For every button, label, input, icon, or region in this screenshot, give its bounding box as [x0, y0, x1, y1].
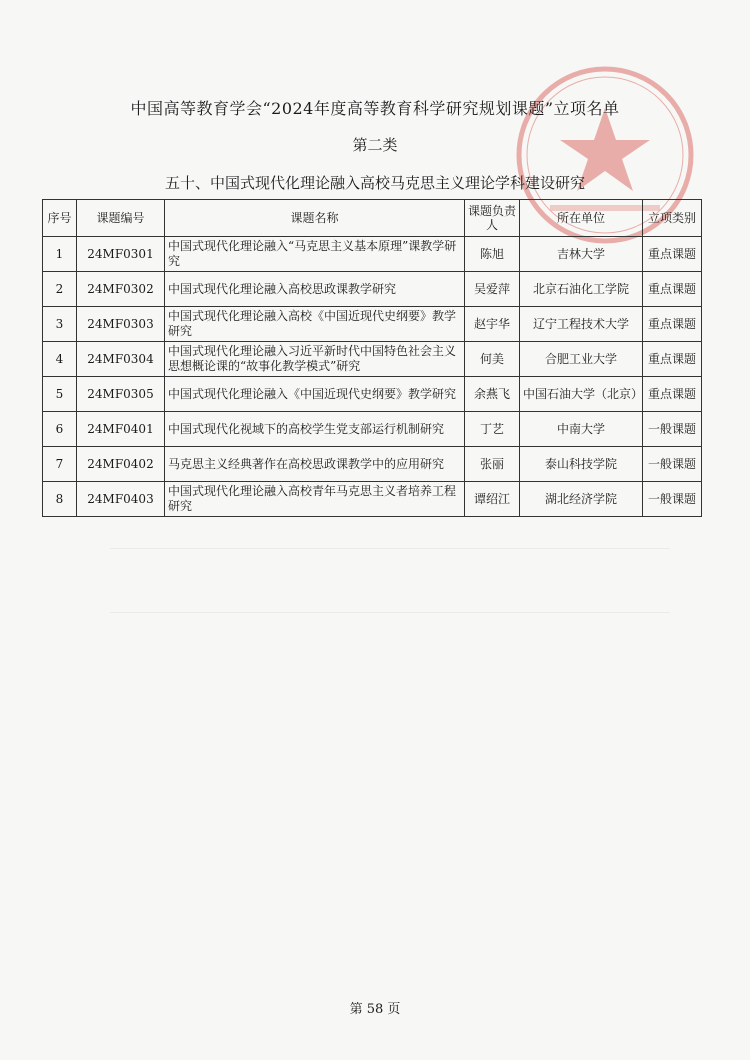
project-name: 马克思主义经典著作在高校思政课教学中的应用研究 — [165, 447, 465, 482]
project-unit: 合肥工业大学 — [520, 342, 643, 377]
project-name: 中国式现代化理论融入高校青年马克思主义者培养工程研究 — [165, 482, 465, 517]
project-type: 一般课题 — [643, 482, 702, 517]
row-number: 8 — [43, 482, 77, 517]
category-heading: 第二类 — [352, 136, 398, 154]
column-header-no: 序号 — [43, 200, 77, 237]
project-code: 24MF0303 — [77, 307, 165, 342]
project-leader: 赵宇华 — [465, 307, 520, 342]
row-number: 7 — [43, 447, 77, 482]
project-type: 一般课题 — [643, 447, 702, 482]
column-header-name: 课题名称 — [165, 200, 465, 237]
document-title: 中国高等教育学会“2024年度高等教育科学研究规划课题”立项名单 — [130, 99, 620, 118]
project-type: 重点课题 — [643, 377, 702, 412]
project-type: 重点课题 — [643, 272, 702, 307]
table-row — [43, 412, 702, 447]
table-row — [43, 342, 702, 377]
table-row — [43, 272, 702, 307]
page-number: 第 58 页 — [349, 1002, 401, 1017]
project-code: 24MF0302 — [77, 272, 165, 307]
project-code: 24MF0305 — [77, 377, 165, 412]
project-unit: 吉林大学 — [520, 237, 643, 272]
project-code: 24MF0401 — [77, 412, 165, 447]
table-row — [43, 447, 702, 482]
project-code: 24MF0304 — [77, 342, 165, 377]
project-name: 中国式现代化理论融入高校《中国近现代史纲要》教学研究 — [165, 307, 465, 342]
row-number: 5 — [43, 377, 77, 412]
project-leader: 吴爱萍 — [465, 272, 520, 307]
column-header-leader: 课题负责人 — [465, 200, 520, 237]
project-list-table — [42, 199, 702, 517]
project-type: 重点课题 — [643, 237, 702, 272]
section-heading: 五十、中国式现代化理论融入高校马克思主义理论学科建设研究 — [164, 174, 585, 192]
project-unit: 中国石油大学（北京） — [520, 377, 643, 412]
row-number: 3 — [43, 307, 77, 342]
project-name: 中国式现代化理论融入“马克思主义基本原理”课教学研究 — [165, 237, 465, 272]
project-code: 24MF0402 — [77, 447, 165, 482]
project-leader: 何美 — [465, 342, 520, 377]
project-unit: 中南大学 — [520, 412, 643, 447]
project-leader: 丁艺 — [465, 412, 520, 447]
row-number: 2 — [43, 272, 77, 307]
project-code: 24MF0301 — [77, 237, 165, 272]
project-unit: 泰山科技学院 — [520, 447, 643, 482]
table-row — [43, 377, 702, 412]
column-header-code: 课题编号 — [77, 200, 165, 237]
project-leader: 余燕飞 — [465, 377, 520, 412]
column-header-type: 立项类别 — [643, 200, 702, 237]
project-unit: 湖北经济学院 — [520, 482, 643, 517]
table-row — [43, 307, 702, 342]
table-row — [43, 482, 702, 517]
project-leader: 张丽 — [465, 447, 520, 482]
project-name: 中国式现代化视域下的高校学生党支部运行机制研究 — [165, 412, 465, 447]
project-type: 一般课题 — [643, 412, 702, 447]
project-leader: 陈旭 — [465, 237, 520, 272]
table-row — [43, 237, 702, 272]
project-unit: 北京石油化工学院 — [520, 272, 643, 307]
show-through-line — [110, 612, 670, 613]
table-header-row — [43, 200, 702, 237]
project-leader: 谭绍江 — [465, 482, 520, 517]
project-name: 中国式现代化理论融入高校思政课教学研究 — [165, 272, 465, 307]
project-name: 中国式现代化理论融入习近平新时代中国特色社会主义思想概论课的“故事化教学模式”研究 — [165, 342, 465, 377]
project-type: 重点课题 — [643, 342, 702, 377]
project-code: 24MF0403 — [77, 482, 165, 517]
row-number: 4 — [43, 342, 77, 377]
row-number: 6 — [43, 412, 77, 447]
show-through-line — [110, 548, 670, 549]
row-number: 1 — [43, 237, 77, 272]
project-type: 重点课题 — [643, 307, 702, 342]
project-unit: 辽宁工程技术大学 — [520, 307, 643, 342]
project-name: 中国式现代化理论融入《中国近现代史纲要》教学研究 — [165, 377, 465, 412]
column-header-unit: 所在单位 — [520, 200, 643, 237]
